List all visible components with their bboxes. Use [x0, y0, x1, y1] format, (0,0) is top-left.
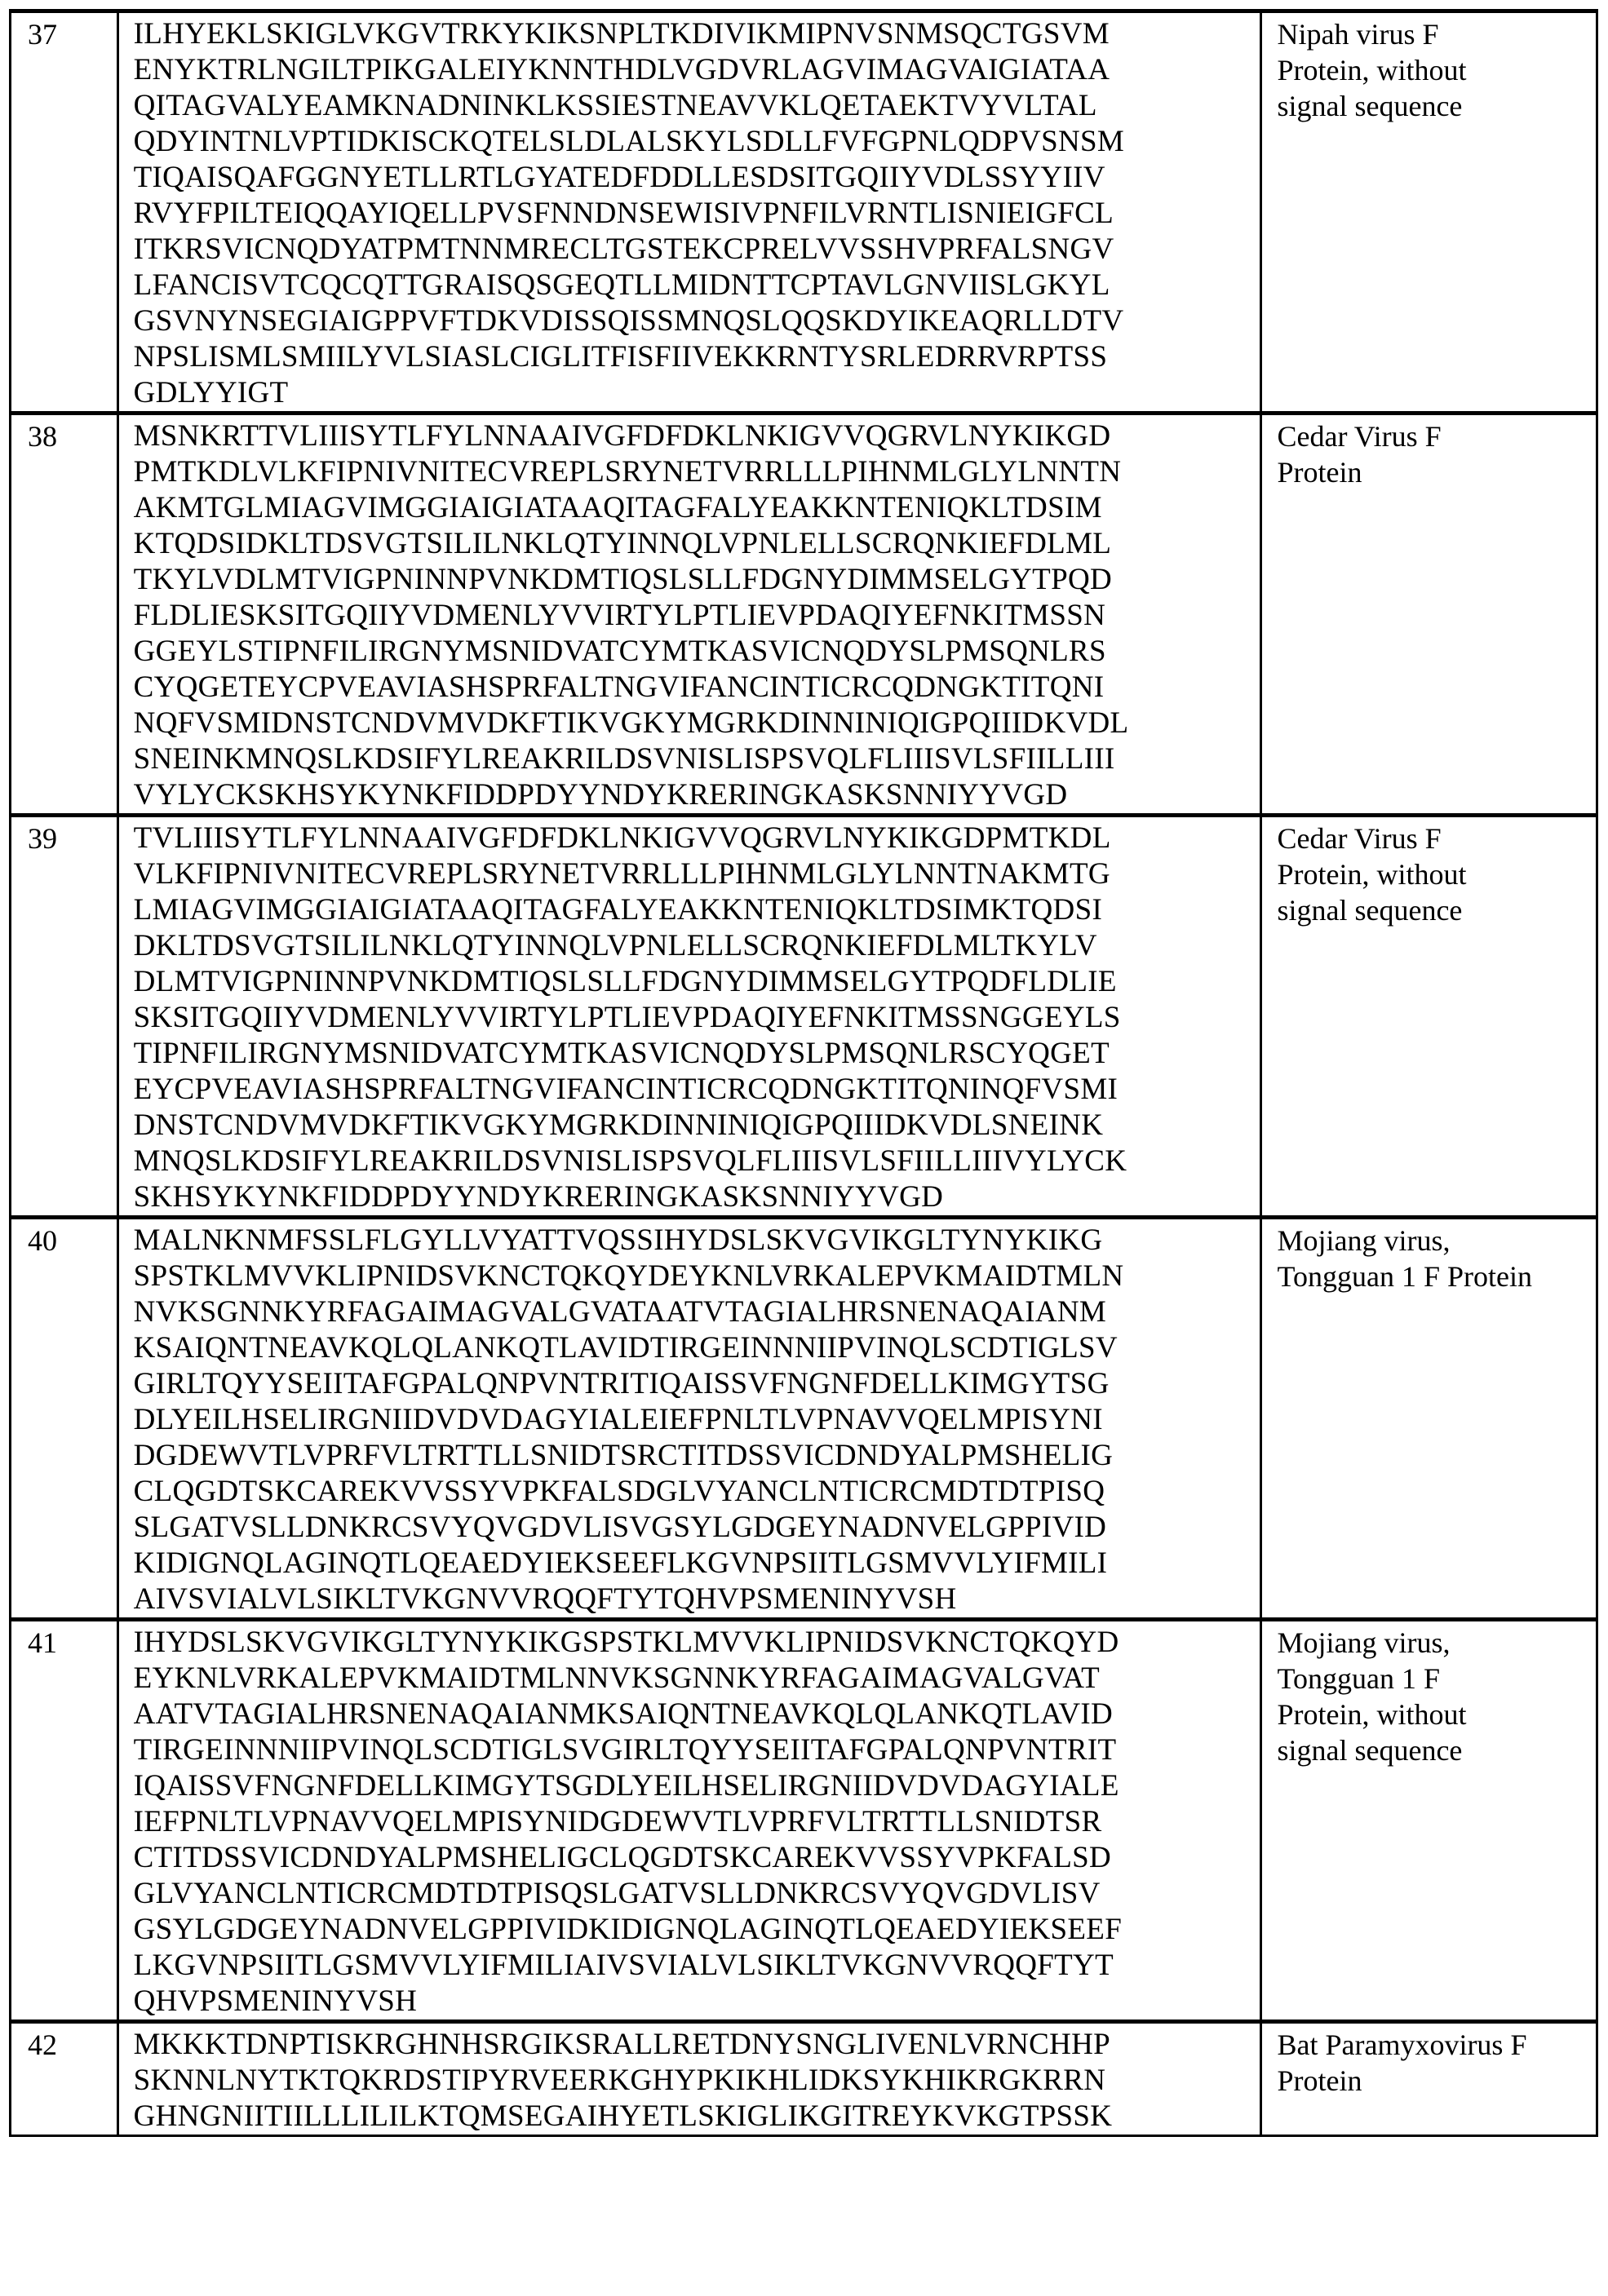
seq-id-cell — [11, 816, 118, 1218]
sequence-line: GSYLGDGEYNADNVELGPPIVIDKIDIGNQLAGINQTLQEAEDYIEKSEEF — [133, 1913, 1123, 1946]
description-line: Cedar Virus F — [1277, 822, 1442, 855]
seq-id: 39 — [28, 822, 57, 855]
sequence-line: KIDIGNQLAGINQTLQEAEDYIEKSEEFLKGVNPSIITLGSMVVLYIFMILI — [133, 1546, 1108, 1580]
sequence-line: TIQAISQAFGGNYETLLRTLGYATEDFDDLLESDSITGQIIYVDLSSYYIIV — [133, 161, 1105, 194]
sequence-line: ITKRSVICNQDYATPMTNNMRECLTGSTEKCPRELVVSSHVPRFALSNGV — [133, 232, 1114, 266]
seq-id-cell — [11, 2022, 118, 2136]
sequence-line: KSAIQNTNEAVKQLQLANKQTLAVIDTIRGEINNNIIPVINQLSCDTIGLSV — [133, 1331, 1118, 1365]
sequence-line: SKHSYKYNKFIDDPDYYNDYKRERINGKASKSNNIYYVGD — [133, 1180, 944, 1214]
sequence-cell — [117, 2022, 1261, 2136]
sequence-cell — [117, 816, 1261, 1218]
sequence-cell — [117, 1620, 1261, 2022]
sequence-line: AKMTGLMIAGVIMGGIAIGIATAAQITAGFALYEAKKNTENIQKLTDSIM — [133, 491, 1102, 524]
description-cell — [1261, 816, 1597, 1218]
sequence-line: IQAISSVFNGNFDELLKIMGYTSGDLYEILHSELIRGNIIDVDVDAGYIALE — [133, 1769, 1119, 1803]
sequence-line: MSNKRTTVLIIISYTLFYLNNAAIVGFDFDKLNKIGVVQGRVLNYKIKGD — [133, 419, 1111, 453]
sequence-line: DLYEILHSELIRGNIIDVDVDAGYIALEIEFPNLTLVPNAVVQELMPISYNI — [133, 1403, 1103, 1436]
sequence-text — [119, 1219, 1260, 1617]
description-text — [1262, 1621, 1596, 1768]
sequence-line: LFANCISVTCQCQTTGRAISQSGEQTLLMIDNTTCPTAVLGNVIISLGKYL — [133, 268, 1110, 302]
description-line: Protein — [1277, 456, 1362, 489]
table-row-37 — [11, 11, 1597, 414]
description-text — [1262, 1219, 1596, 1294]
seq-id: 38 — [28, 420, 57, 453]
sequence-line: FLDLIESKSITGQIIYVDMENLYVVIRTYLPTLIEVPDAQIYEFNKITMSSN — [133, 599, 1106, 632]
sequence-text — [119, 415, 1260, 813]
sequence-text — [119, 13, 1260, 411]
seq-id: 41 — [28, 1626, 57, 1659]
description-line: Protein — [1277, 2064, 1362, 2097]
sequence-line: NQFVSMIDNSTCNDVMVDKFTIKVGKYMGRKDINNINIQIGPQIIIDKVDL — [133, 706, 1129, 740]
sequence-cell — [117, 1218, 1261, 1620]
sequence-line: TIPNFILIRGNYMSNIDVATCYMTKASVICNQDYSLPMSQNLRSCYQGET — [133, 1037, 1110, 1070]
sequence-text — [119, 1621, 1260, 2020]
description-line: Tongguan 1 F Protein — [1277, 1260, 1532, 1293]
sequence-line: SNEINKMNQSLKDSIFYLREAKRILDSVNISLISPSVQLFLIIISVLSFIILLIII — [133, 742, 1115, 776]
sequence-line: SKSITGQIIYVDMENLYVVIRTYLPTLIEVPDAQIYEFNKITMSSNGGEYLS — [133, 1001, 1121, 1034]
description-line: signal sequence — [1277, 1734, 1463, 1767]
table-row-39 — [11, 816, 1597, 1218]
sequence-cell — [117, 414, 1261, 816]
sequence-line: CYQGETEYCPVEAVIASHSPRFALTNGVIFANCINTICRCQDNGKTITQNI — [133, 670, 1105, 704]
seq-id: 42 — [28, 2028, 57, 2061]
sequence-line: IEFPNLTLVPNAVVQELMPISYNIDGDEWVTLVPRFVLTRTTLLSNIDTSR — [133, 1805, 1102, 1838]
sequence-line: ILHYEKLSKIGLVKGVTRKYKIKSNPLTKDIVIKMIPNVSNMSQCTGSVM — [133, 17, 1110, 51]
sequence-line: GIRLTQYYSEIITAFGPALQNPVNTRITIQAISSVFNGNFDELLKIMGYTSG — [133, 1367, 1110, 1400]
description-line: Mojiang virus, — [1277, 1224, 1451, 1257]
seq-id-cell — [11, 414, 118, 816]
sequence-line: DNSTCNDVMVDKFTIKVGKYMGRKDINNINIQIGPQIIIDKVDLSNEINK — [133, 1108, 1104, 1142]
description-cell — [1261, 1620, 1597, 2022]
sequence-line: DKLTDSVGTSILILNKLQTYINNQLVPNLELLSCRQNKIEFDLMLTKYLV — [133, 929, 1097, 962]
sequence-line: EYCPVEAVIASHSPRFALTNGVIFANCINTICRCQDNGKTITQNINQFVSMI — [133, 1073, 1119, 1106]
sequence-line: SKNNLNYTKTQKRDSTIPYRVEERKGHYPKIKHLIDKSYKHIKRGKRRN — [133, 2064, 1106, 2097]
sequence-line: RVYFPILTEIQQAYIQELLPVSFNNDNSEWISIVPNFILVRNTLISNIEIGFCL — [133, 197, 1114, 230]
sequence-line: VLKFIPNIVNITECVREPLSRYNETVRRLLLPIHNMLGLYLNNTNAKMTG — [133, 857, 1110, 891]
sequence-line: GDLYYIGT — [133, 376, 289, 409]
sequence-line: PMTKDLVLKFIPNIVNITECVREPLSRYNETVRRLLLPIHNMLGLYLNNTN — [133, 455, 1122, 489]
seq-id: 37 — [28, 18, 57, 51]
sequence-line: GGEYLSTIPNFILIRGNYMSNIDVATCYMTKASVICNQDYSLPMSQNLRS — [133, 635, 1106, 668]
description-text — [1262, 817, 1596, 928]
description-line: Protein, without — [1277, 1698, 1467, 1731]
sequence-line: TVLIIISYTLFYLNNAAIVGFDFDKLNKIGVVQGRVLNYKIKGDPMTKDL — [133, 821, 1111, 855]
description-line: Cedar Virus F — [1277, 420, 1442, 453]
description-line: Mojiang virus, — [1277, 1626, 1451, 1659]
description-line: Nipah virus F — [1277, 18, 1439, 51]
table-row-40 — [11, 1218, 1597, 1620]
description-line: Protein, without — [1277, 54, 1467, 86]
sequence-table-body — [11, 11, 1597, 2136]
sequence-line: VYLYCKSKHSYKYNKFIDDPDYYNDYKRERINGKASKSNNIYYVGD — [133, 778, 1068, 812]
sequence-line: GLVYANCLNTICRCMDTDTPISQSLGATVSLLDNKRCSVYQVGDVLISV — [133, 1877, 1101, 1910]
description-text — [1262, 2024, 1596, 2099]
description-text — [1262, 13, 1596, 124]
seq-id: 40 — [28, 1224, 57, 1257]
sequence-line: SPSTKLMVVKLIPNIDSVKNCTQKQYDEYKNLVRKALEPVKMAIDTMLN — [133, 1259, 1124, 1293]
description-line: signal sequence — [1277, 90, 1463, 122]
sequence-line: KTQDSIDKLTDSVGTSILILNKLQTYINNQLVPNLELLSCRQNKIEFDLML — [133, 527, 1112, 560]
sequence-line: QITAGVALYEAMKNADNINKLKSSIESTNEAVVKLQETAEKTVYVLTAL — [133, 89, 1097, 122]
table-row-42 — [11, 2022, 1597, 2136]
sequence-line: AATVTAGIALHRSNENAQAIANMKSAIQNTNEAVKQLQLANKQTLAVID — [133, 1697, 1114, 1731]
sequence-line: NPSLISMLSMIILYVLSIASLCIGLITFISFIIVEKKRNTYSRLEDRRVRPTSS — [133, 340, 1108, 374]
sequence-line: MNQSLKDSIFYLREAKRILDSVNISLISPSVQLFLIIISVLSFIILLIIIVYLYCK — [133, 1144, 1127, 1178]
sequence-cell — [117, 11, 1261, 414]
sequence-line: TKYLVDLMTVIGPNINNPVNKDMTIQSLSLLFDGNYDIMMSELGYTPQD — [133, 563, 1112, 596]
description-cell — [1261, 414, 1597, 816]
sequence-line: GSVNYNSEGIAIGPPVFTDKVDISSQISSMNQSLQQSKDYIKEAQRLLDTV — [133, 304, 1124, 338]
sequence-line: LKGVNPSIITLGSMVVLYIFMILIAIVSVIALVLSIKLTVKGNVVRQQFTYT — [133, 1949, 1114, 1982]
description-cell — [1261, 2022, 1597, 2136]
sequence-line: ENYKTRLNGILTPIKGALEIYKNNTHDLVGDVRLAGVIMAGVAIGIATAA — [133, 53, 1110, 86]
description-line: Protein, without — [1277, 858, 1467, 891]
description-cell — [1261, 1218, 1597, 1620]
description-cell — [1261, 11, 1597, 414]
sequence-line: CTITDSSVICDNDYALPMSHELIGCLQGDTSKCAREKVVSSYVPKFALSD — [133, 1841, 1112, 1874]
table-row-41 — [11, 1620, 1597, 2022]
table-row-38 — [11, 414, 1597, 816]
sequence-text — [119, 817, 1260, 1215]
sequence-line: LMIAGVIMGGIAIGIATAAQITAGFALYEAKKNTENIQKLTDSIMKTQDSI — [133, 893, 1103, 927]
sequence-table — [9, 9, 1598, 2137]
sequence-line: AIVSVIALVLSIKLTVKGNVVRQQFTYTQHVPSMENINYVSH — [133, 1582, 957, 1616]
description-text — [1262, 415, 1596, 490]
sequence-line: IHYDSLSKVGVIKGLTYNYKIKGSPSTKLMVVKLIPNIDSVKNCTQKQYD — [133, 1626, 1119, 1659]
sequence-line: MKKKTDNPTISKRGHNHSRGIKSRALLRETDNYSNGLIVENLVRNCHHP — [133, 2028, 1110, 2061]
sequence-line: DLMTVIGPNINNPVNKDMTIQSLSLLFDGNYDIMMSELGYTPQDFLDLIE — [133, 965, 1117, 998]
sequence-line: GHNGNIITIILLLILILKTQMSEGAIHYETLSKIGLIKGITREYKVKGTPSSK — [133, 2099, 1113, 2133]
description-line: signal sequence — [1277, 894, 1463, 927]
seq-id-cell — [11, 11, 118, 414]
sequence-text — [119, 2024, 1260, 2135]
sequence-line: TIRGEINNNIIPVINQLSCDTIGLSVGIRLTQYYSEIITAFGPALQNPVNTRIT — [133, 1733, 1117, 1767]
sequence-line: SLGATVSLLDNKRCSVYQVGDVLISVGSYLGDGEYNADNVELGPPIVID — [133, 1511, 1107, 1544]
description-line: Bat Paramyxovirus F — [1277, 2028, 1527, 2061]
sequence-line: DGDEWVTLVPRFVLTRTTLLSNIDTSRCTITDSSVICDNDYALPMSHELIG — [133, 1439, 1114, 1472]
sequence-line: NVKSGNNKYRFAGAIMAGVALGVATAATVTAGIALHRSNENAQAIANM — [133, 1295, 1107, 1329]
sequence-line: CLQGDTSKCAREKVVSSYVPKFALSDGLVYANCLNTICRCMDTDTPISQ — [133, 1475, 1105, 1508]
seq-id-cell — [11, 1218, 118, 1620]
description-line: Tongguan 1 F — [1277, 1662, 1440, 1695]
sequence-line: EYKNLVRKALEPVKMAIDTMLNNVKSGNNKYRFAGAIMAGVALGVAT — [133, 1661, 1101, 1695]
sequence-line: QDYINTNLVPTIDKISCKQTELSLDLALSKYLSDLLFVFGPNLQDPVSNSM — [133, 125, 1125, 158]
seq-id-cell — [11, 1620, 118, 2022]
sequence-line: QHVPSMENINYVSH — [133, 1984, 418, 2018]
sequence-line: MALNKNMFSSLFLGYLLVYATTVQSSIHYDSLSKVGVIKGLTYNYKIKG — [133, 1223, 1103, 1257]
